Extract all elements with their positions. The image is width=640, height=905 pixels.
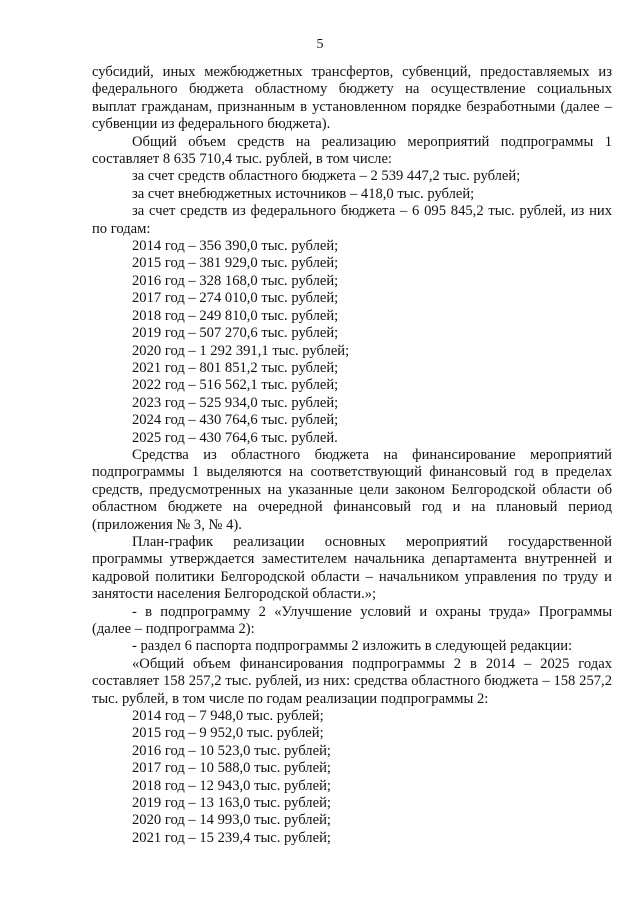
- year-line: 2014 год – 356 390,0 тыс. рублей;: [132, 238, 339, 255]
- years-list-subprogram-2: [92, 708, 612, 847]
- paragraph-section-6: - раздел 6 паспорта подпрограммы 2 изложить в следующей редакции:: [132, 638, 573, 655]
- paragraph-total-volume: Общий объем средств на реализацию мероприятий подпрограммы 1 составляет 8 635 710,4 тыс. рублей, в том числе:: [92, 133, 612, 168]
- page-number: 5: [316, 37, 324, 52]
- year-line: 2019 год – 507 270,6 тыс. рублей;: [132, 325, 339, 342]
- year-line: 2014 год – 7 948,0 тыс. рублей;: [132, 708, 324, 725]
- paragraph-federal-budget: за счет средств из федерального бюджета – 6 095 845,2 тыс. рублей, из них по годам:: [92, 203, 612, 237]
- year-line: 2018 год – 12 943,0 тыс. рублей;: [132, 777, 331, 794]
- year-line: 2022 год – 516 562,1 тыс. рублей;: [132, 377, 339, 394]
- paragraph-subsidies: субсидий, иных межбюджетных трансфертов, субвенций, предоставляемых из федерального бюджета областному бюджету на осуществление социальных выплат гражданам, признанным в установленном порядке безработными (далее – субвенции из федерального бюджета).: [92, 64, 612, 133]
- year-line: 2018 год – 249 810,0 тыс. рублей;: [132, 307, 339, 324]
- year-line: 2015 год – 381 929,0 тыс. рублей;: [132, 255, 339, 272]
- year-line: 2019 год – 13 163,0 тыс. рублей;: [132, 795, 331, 812]
- paragraph-regional-budget: за счет средств областного бюджета – 2 539 447,2 тыс. рублей;: [132, 168, 521, 185]
- paragraph-schedule: План-график реализации основных мероприятий государственной программы утверждается заместителем начальника департамента внутренней и кадровой политики Белгородской области – начальником управления по труду и занятости населения Белгородской области.»;: [92, 533, 612, 603]
- year-line: 2020 год – 14 993,0 тыс. рублей;: [132, 812, 331, 829]
- paragraph-subprogram-2-volume: «Общий объем финансирования подпрограммы 2 в 2014 – 2025 годах составляет 158 257,2 тыс. рублей, из них: средства областного бюджета – 158 257,2 тыс. рублей, в том числе по годам реализации подпрограммы 2:: [92, 655, 612, 707]
- year-line: 2021 год – 801 851,2 тыс. рублей;: [132, 359, 339, 376]
- paragraph-regional-funds: Средства из областного бюджета на финансирование мероприятий подпрограммы 1 выделяются на соответствующий финансовый год в пределах средств, предусмотренных на указанные цели законом Белгородской области об областном бюджете на очередной финансовый год и на плановый период (приложения № 3, № 4).: [92, 446, 612, 533]
- year-line: 2015 год – 9 952,0 тыс. рублей;: [132, 725, 324, 742]
- year-line: 2024 год – 430 764,6 тыс. рублей;: [132, 412, 339, 429]
- paragraph-subprogram-2: - в подпрограмму 2 «Улучшение условий и охраны труда» Программы (далее – подпрограмма 2):: [92, 603, 612, 637]
- year-line: 2025 год – 430 764,6 тыс. рублей.: [132, 429, 338, 446]
- year-line: 2020 год – 1 292 391,1 тыс. рублей;: [132, 342, 350, 359]
- year-line: 2016 год – 10 523,0 тыс. рублей;: [132, 742, 331, 759]
- paragraph-extrabudgetary: за счет внебюджетных источников – 418,0 тыс. рублей;: [132, 185, 475, 202]
- year-line: 2017 год – 10 588,0 тыс. рублей;: [132, 760, 331, 777]
- year-line: 2016 год – 328 168,0 тыс. рублей;: [132, 272, 339, 289]
- year-line: 2021 год – 15 239,4 тыс. рублей;: [132, 829, 331, 846]
- years-list-subprogram-1: [92, 238, 612, 447]
- year-line: 2017 год – 274 010,0 тыс. рублей;: [132, 290, 339, 307]
- year-line: 2023 год – 525 934,0 тыс. рублей;: [132, 394, 339, 411]
- document-body: [92, 64, 612, 847]
